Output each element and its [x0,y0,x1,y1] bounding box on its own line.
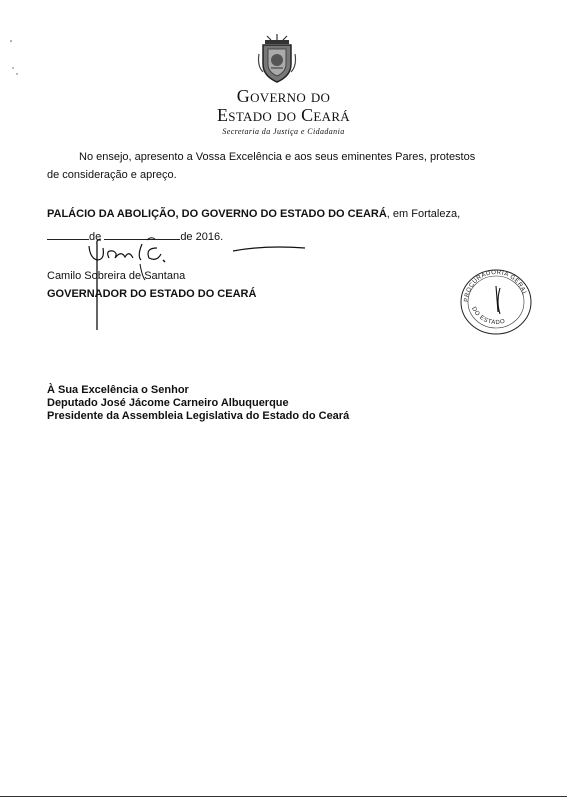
footer-rule [0,796,567,797]
closing-paragraph-line-2: de consideração e apreço. [47,169,177,181]
handwritten-signature [85,236,320,336]
letterhead-subtitle: Secretaria da Justiça e Cidadania [222,127,345,136]
stamp-top-text: PROCURADORIA GERAL [463,269,528,303]
date-year: de 2016. [180,231,224,243]
scan-marks [5,38,25,88]
stamp-bottom-text: DO ESTADO [470,306,507,327]
addressee-name: Deputado José Jácome Carneiro Albuquerque [47,397,289,409]
letterhead-line-1: Governo do [236,86,331,106]
signatory-title: GOVERNADOR DO ESTADO DO CEARÁ [47,288,257,300]
date-de: de [89,231,102,243]
signatory-name: Camilo Sobreira de Santana [47,270,186,282]
palace-name: PALÁCIO DA ABOLIÇÃO, DO GOVERNO DO ESTADO DO CEARÁ [47,208,387,220]
day-blank [47,229,89,240]
palace-city: , em Fortaleza, [386,208,461,220]
state-coat-of-arms-icon [257,34,297,84]
addressee-position: Presidente da Assembleia Legislativa do Estado do Ceará [47,410,350,422]
official-round-stamp [458,268,534,336]
letterhead-line-2: Estado do Ceará [217,105,350,125]
palace-line [47,207,460,221]
addressee-salutation: À Sua Excelência o Senhor [47,384,189,396]
closing-paragraph-line-1: No ensejo, apresento a Vossa Excelência e aos seus eminentes Pares, protestos [79,151,476,163]
